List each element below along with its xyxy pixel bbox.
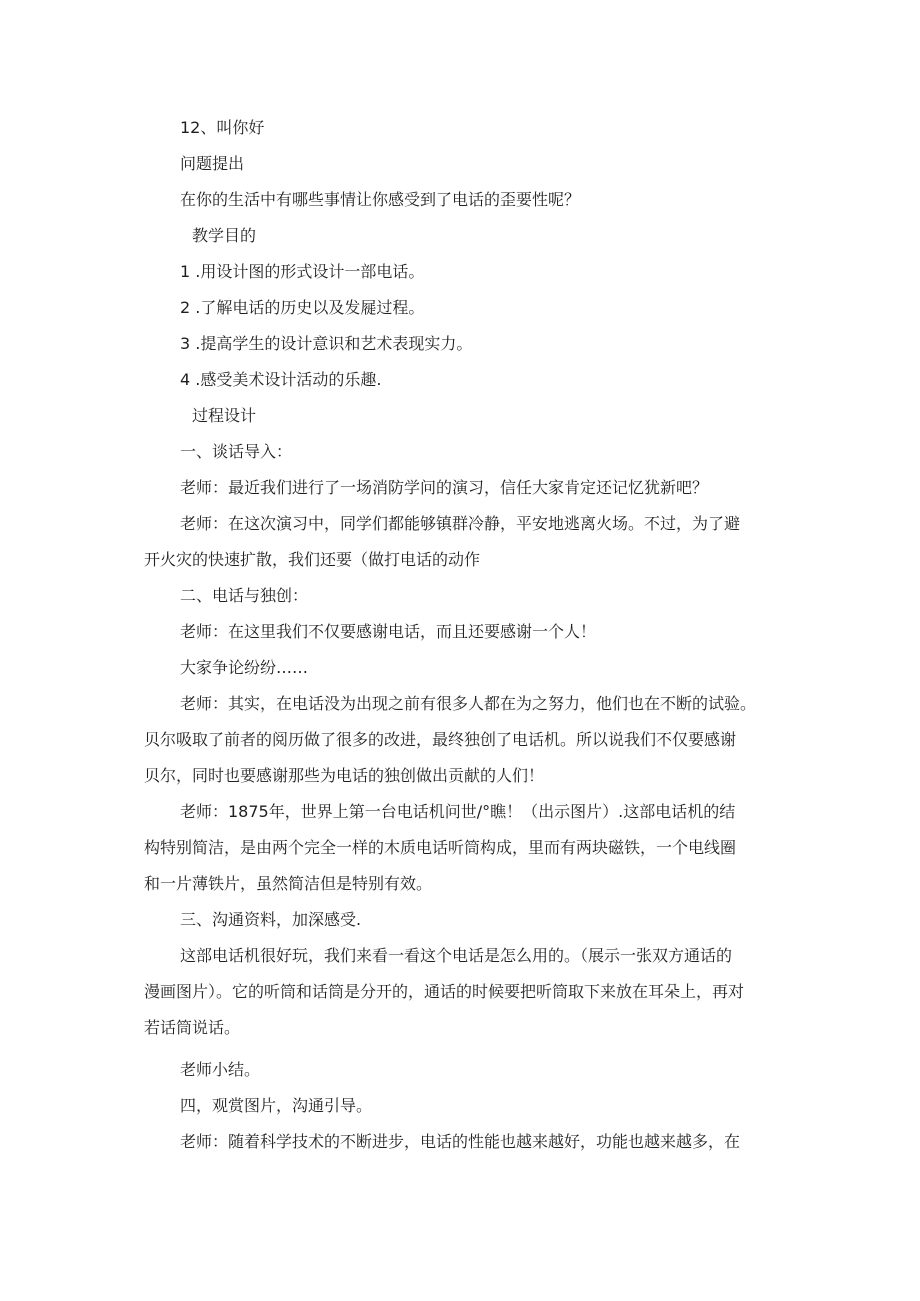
part2-paragraph-3-line-3: 贝尔，同时也要感谢那些为电话的独创做出贡献的人们！ [144, 766, 545, 785]
part2-paragraph-3-line-2: 贝尔吸取了前者的阅历做了很多的改进，最终独创了电话机。所以说我们不仅要感谢 [144, 730, 737, 749]
part2-paragraph-4-line-2: 构特别简洁，是由两个完全一样的木质电话听筒构成，里而有两块磁铁，一个电线圈 [144, 838, 737, 857]
goal-item-1: 1 .用设计图的形式设计一部电话。 [180, 262, 425, 281]
part3-paragraph-1-line-3: 若话筒说话。 [144, 1018, 241, 1037]
part1-paragraph-2-line-2: 开火灾的快速扩散，我们还要（做打电话的动作 [144, 550, 481, 569]
part2-paragraph-3-line-1: 老师：其实，在电话没为出现之前有很多人都在为之努力，他们也在不断的试验。 [180, 694, 757, 713]
part3-heading: 三、沟通资料，加深感受. [180, 910, 362, 929]
part1-paragraph-1: 老师：最近我们进行了一场消防学问的演习，信任大家肯定还记忆犹新吧？ [180, 478, 709, 497]
part2-paragraph-4-line-3: 和一片薄铁片，虽然简洁但是特别有效。 [144, 874, 433, 893]
section-question-heading: 问题提出 [180, 154, 245, 173]
goal-item-3: 3 .提高学生的设计意识和艺术表现实力。 [180, 334, 473, 353]
part2-paragraph-2: 大家争论纷纷…… [180, 658, 309, 677]
part1-paragraph-2-line-1: 老师：在这次演习中，同学们都能够镇群冷静，平安地逃离火场。不过，为了避 [180, 514, 741, 533]
part1-heading: 一、谈话导入： [180, 442, 293, 461]
part2-heading: 二、电话与独创： [180, 586, 309, 605]
part3-summary: 老师小结。 [180, 1060, 261, 1079]
lesson-title: 12、叫你好 [180, 118, 265, 137]
part4-heading: 四，观赏图片，沟通引导。 [180, 1096, 373, 1115]
part3-paragraph-1-line-2: 漫画图片）。它的听筒和话筒是分开的，通话的时候要把听筒取下来放在耳朵上，再对 [144, 982, 745, 1001]
part3-paragraph-1-line-1: 这部电话机很好玩，我们来看一看这个电话是怎么用的。（展示一张双方通话的 [180, 946, 733, 965]
goal-item-2: 2 .了解电话的历史以及发屣过程。 [180, 298, 425, 317]
goal-item-4: 4 .感受美术设计活动的乐趣. [180, 370, 382, 389]
question-text: 在你的生活中有哪些事情让你感受到了电话的歪要性呢？ [180, 190, 581, 209]
part4-paragraph-1: 老师：随着科学技术的不断进步，电话的性能也越来越好，功能也越来越多，在 [180, 1132, 741, 1151]
part2-paragraph-1: 老师：在这里我们不仅要感谢电话，而且还要感谢一个人！ [180, 622, 597, 641]
section-goals-heading: 教学目的 [192, 226, 257, 245]
part2-paragraph-4-line-1: 老师：1875年，世界上第一台电话机问世/°瞧！（出示图片）.这部电话机的结 [180, 802, 736, 821]
section-process-heading: 过程设计 [192, 406, 257, 425]
